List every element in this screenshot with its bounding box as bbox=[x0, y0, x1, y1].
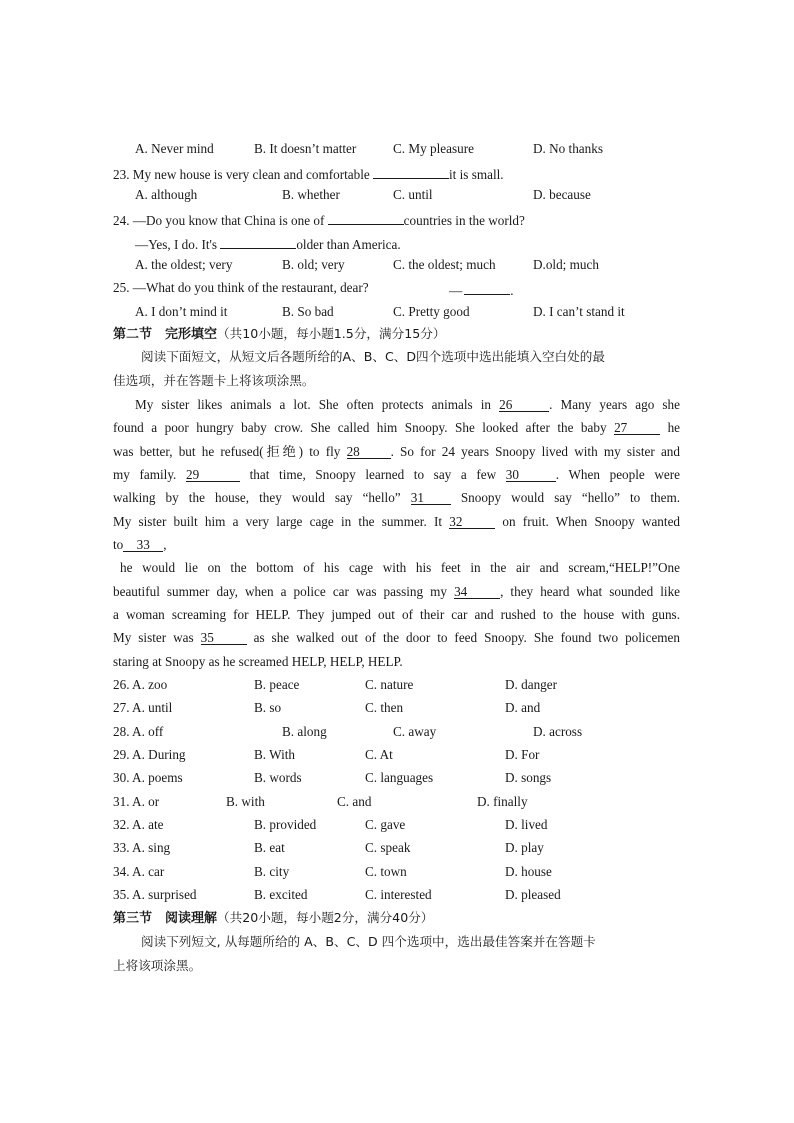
passage-line-2: found a poor hungry baby crow. She called him Snoopy. She looked after the baby 27 he bbox=[113, 420, 681, 435]
q25-answer-line: — . bbox=[449, 280, 513, 299]
blank-34: 34 bbox=[454, 584, 500, 599]
blank-35: 35 bbox=[201, 630, 247, 645]
option-30-a: 30. A. poems bbox=[113, 770, 183, 785]
q24-option-a: A. the oldest; very bbox=[135, 257, 233, 272]
passage-line-12: staring at Snoopy as he screamed HELP, HELP, HELP. bbox=[113, 654, 403, 669]
option-35-d: D. pleased bbox=[505, 887, 561, 902]
passage-line-3: was better, but he refused(拒绝) to fly 28 . So for 24 years Snoopy lived with my sister and bbox=[113, 444, 680, 459]
option-32-c: C. gave bbox=[365, 817, 406, 832]
q23-stem: 23. My new house is very clean and comfortable it is small. bbox=[113, 164, 504, 183]
option-26-d: D. danger bbox=[505, 677, 557, 692]
q24-option-c: C. the oldest; much bbox=[393, 257, 496, 272]
option-34-d: D. house bbox=[505, 864, 552, 879]
blank-29: 29 bbox=[186, 467, 240, 482]
option-29-b: B. With bbox=[254, 747, 295, 762]
blank-27: 27 bbox=[614, 420, 660, 435]
option-29-a: 29. A. During bbox=[113, 747, 186, 762]
passage-line-11: My sister was 35 as she walked out of the door to feed Snoopy. She found two policemen bbox=[113, 630, 681, 645]
q25-blank bbox=[464, 280, 510, 295]
passage-line-8: he would lie on the bottom of his cage with his feet in the air and scream,“HELP!”One bbox=[120, 560, 680, 575]
q22-option-d: D. No thanks bbox=[533, 141, 603, 156]
option-28-d: D. across bbox=[533, 724, 583, 739]
option-29-d: D. For bbox=[505, 747, 540, 762]
passage-line-4: my family. 29 that time, Snoopy learned to say a few 30 . When people were bbox=[113, 467, 681, 482]
q24-blank-2 bbox=[220, 234, 296, 249]
option-30-b: B. words bbox=[254, 770, 302, 785]
option-27-c: C. then bbox=[365, 700, 404, 715]
blank-31: 31 bbox=[411, 490, 451, 505]
q24-stem-2: —Yes, I do. It's older than America. bbox=[135, 234, 401, 253]
option-28-c: C. away bbox=[393, 724, 437, 739]
option-26-c: C. nature bbox=[365, 677, 414, 692]
blank-30: 30 bbox=[506, 467, 556, 482]
option-31-b: B. with bbox=[226, 794, 265, 809]
passage-line-10: a woman screaming for HELP. They jumped out of their car and rushed to the house with guns. bbox=[113, 607, 680, 622]
q22-option-a: A. Never mind bbox=[135, 141, 214, 156]
q25-option-b: B. So bad bbox=[282, 304, 334, 319]
q23-blank bbox=[373, 164, 449, 179]
section-2-heading: 第二节 完形填空（共10小题，每小题1.5分，满分15分） bbox=[113, 326, 446, 342]
passage-line-9: beautiful summer day, when a police car was passing my 34 , they heard what sounded like bbox=[113, 584, 681, 599]
q24-option-b: B. old; very bbox=[282, 257, 345, 272]
section-3-instruction-2: 上将该项涂黑。 bbox=[113, 958, 202, 973]
option-35-b: B. excited bbox=[254, 887, 308, 902]
passage-line-7: to 33 , bbox=[113, 537, 167, 552]
q23-option-d: D. because bbox=[533, 187, 591, 202]
q24-blank-1 bbox=[328, 210, 404, 225]
section-3-heading: 第三节 阅读理解（共20小题，每小题2分，满分40分） bbox=[113, 910, 434, 926]
option-27-a: 27. A. until bbox=[113, 700, 173, 715]
option-33-b: B. eat bbox=[254, 840, 285, 855]
option-29-c: C. At bbox=[365, 747, 393, 762]
q25-option-d: D. I can’t stand it bbox=[533, 304, 625, 319]
option-33-c: C. speak bbox=[365, 840, 411, 855]
passage-line-5: walking by the house, they would say “hello” 31 Snoopy would say “hello” to them. bbox=[113, 490, 681, 505]
option-34-b: B. city bbox=[254, 864, 290, 879]
option-30-c: C. languages bbox=[365, 770, 434, 785]
option-33-d: D. play bbox=[505, 840, 544, 855]
option-30-d: D. songs bbox=[505, 770, 552, 785]
q23-option-a: A. although bbox=[135, 187, 198, 202]
q23-option-b: B. whether bbox=[282, 187, 340, 202]
section-3-instruction-1: 阅读下列短文, 从每题所给的 A、B、C、D 四个选项中，选出最佳答案并在答题卡 bbox=[141, 934, 596, 949]
option-34-a: 34. A. car bbox=[113, 864, 165, 879]
option-32-a: 32. A. ate bbox=[113, 817, 164, 832]
q22-option-b: B. It doesn’t matter bbox=[254, 141, 357, 156]
q23-option-c: C. until bbox=[393, 187, 433, 202]
option-32-d: D. lived bbox=[505, 817, 548, 832]
option-34-c: C. town bbox=[365, 864, 407, 879]
option-26-b: B. peace bbox=[254, 677, 300, 692]
q22-option-c: C. My pleasure bbox=[393, 141, 474, 156]
option-35-c: C. interested bbox=[365, 887, 432, 902]
section-2-instruction-2: 佳选项，并在答题卡上将该项涂黑。 bbox=[113, 373, 315, 388]
option-27-b: B. so bbox=[254, 700, 282, 715]
option-31-c: C. and bbox=[337, 794, 372, 809]
q25-stem: 25. —What do you think of the restaurant, dear? bbox=[113, 280, 369, 295]
passage-line-6: My sister built him a very large cage in the summer. It 32 on fruit. When Snoopy wanted bbox=[113, 514, 681, 529]
blank-28: 28 bbox=[347, 444, 391, 459]
option-27-d: D. and bbox=[505, 700, 541, 715]
option-31-d: D. finally bbox=[477, 794, 528, 809]
option-28-b: B. along bbox=[282, 724, 327, 739]
option-32-b: B. provided bbox=[254, 817, 317, 832]
passage-line-1: My sister likes animals a lot. She often protects animals in 26 . Many years ago she bbox=[135, 397, 680, 412]
q24-option-d: D.old; much bbox=[533, 257, 599, 272]
blank-33: 33 bbox=[123, 537, 163, 552]
section-2-instruction-1: 阅读下面短文，从短文后各题所给的A、B、C、D四个选项中选出能填入空白处的最 bbox=[141, 349, 605, 364]
option-31-a: 31. A. or bbox=[113, 794, 160, 809]
q25-option-c: C. Pretty good bbox=[393, 304, 470, 319]
q24-stem-1: 24. —Do you know that China is one of countries in the world? bbox=[113, 210, 525, 229]
blank-32: 32 bbox=[449, 514, 495, 529]
blank-26: 26 bbox=[499, 397, 549, 412]
q25-option-a: A. I don’t mind it bbox=[135, 304, 228, 319]
option-26-a: 26. A. zoo bbox=[113, 677, 168, 692]
option-35-a: 35. A. surprised bbox=[113, 887, 197, 902]
option-33-a: 33. A. sing bbox=[113, 840, 171, 855]
option-28-a: 28. A. off bbox=[113, 724, 164, 739]
